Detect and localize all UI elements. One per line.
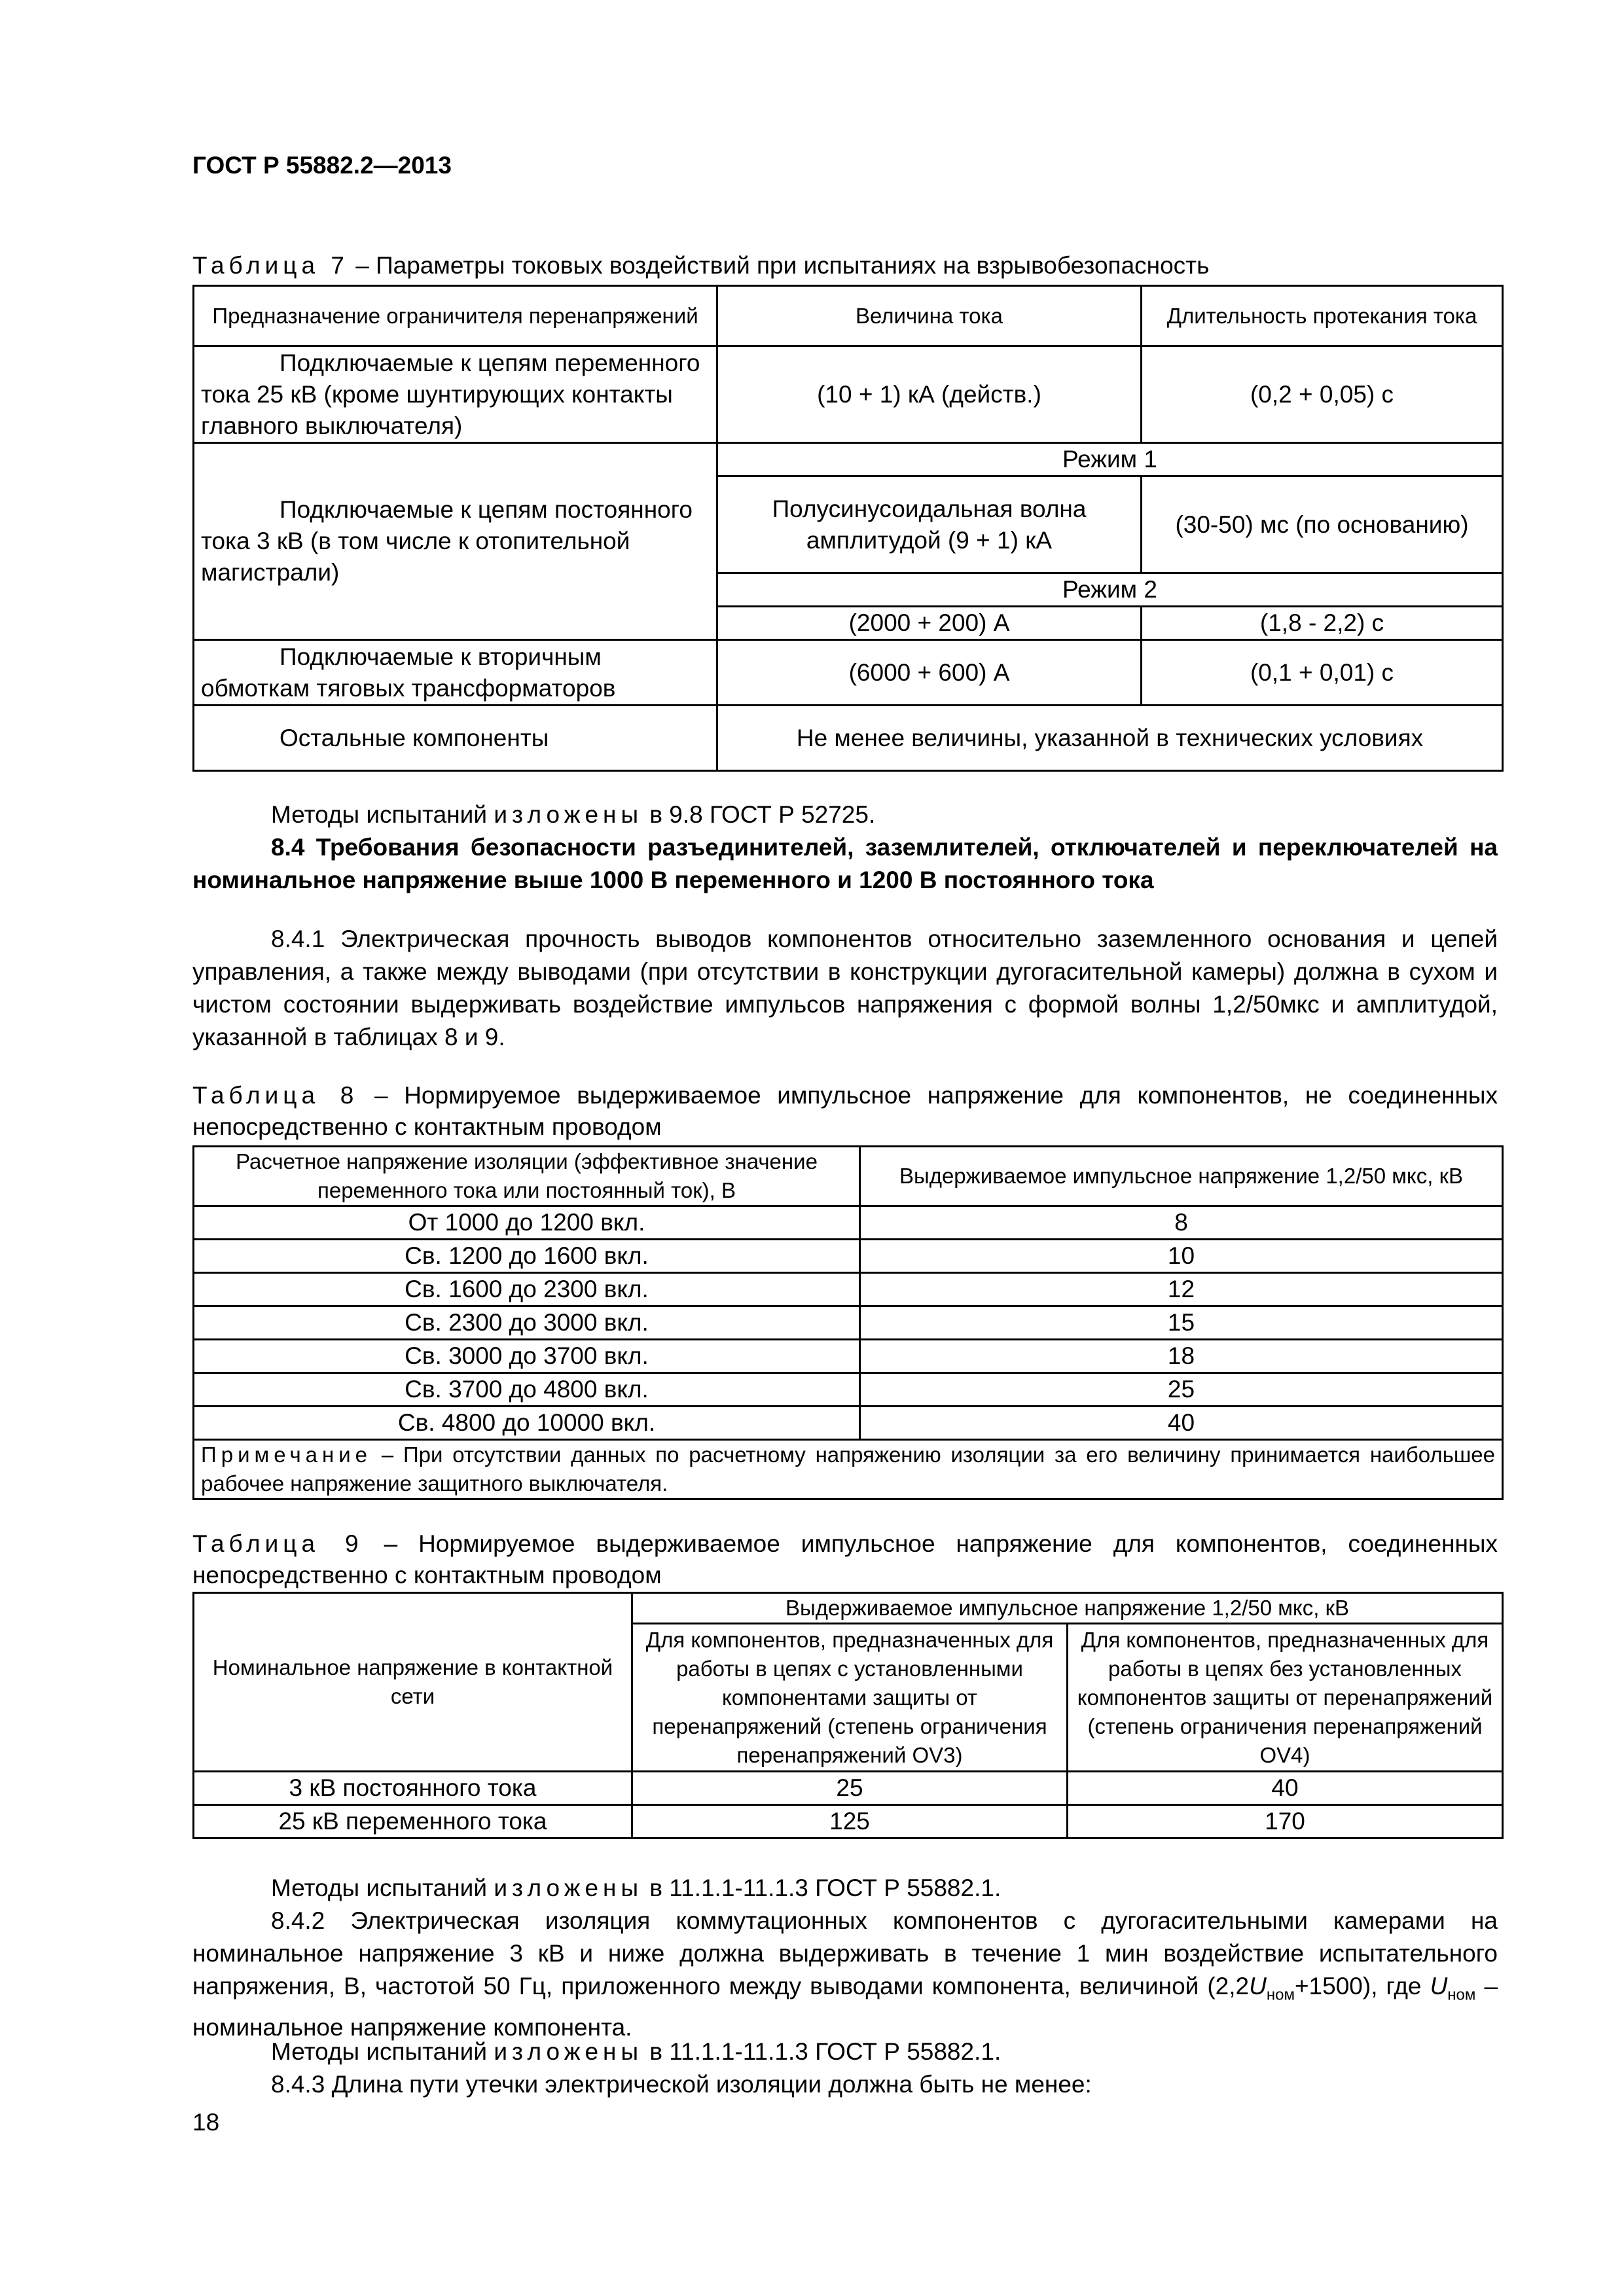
u-subscript-2: ном xyxy=(1447,1986,1476,2004)
page-number: 18 xyxy=(192,2109,220,2136)
table8-note xyxy=(194,1440,1503,1499)
table7-r1-c1: Подключаемые к цепям переменного тока 25 кВ (кроме шунтирующих контакты главного выключателя) xyxy=(194,346,717,443)
methods1-b: изложены xyxy=(494,801,643,828)
table8-row-3-c1: Св. 1600 до 2300 вкл. xyxy=(194,1273,860,1306)
table7-mode2: Режим 2 xyxy=(717,573,1503,607)
table9-col1-header: Номинальное напряжение в контактной сети xyxy=(194,1593,632,1772)
table9-caption-label: Таблица 9 xyxy=(192,1530,363,1557)
table8-row-3-c2: 12 xyxy=(860,1273,1503,1306)
methods2-a: Методы испытаний xyxy=(271,1874,488,1901)
table8-row-4-c2: 15 xyxy=(860,1306,1503,1340)
para-842-c: – номинальное напряжение компонента. xyxy=(192,1973,1498,2041)
table7-r2-m2-c2: (2000 + 200) А xyxy=(717,607,1142,640)
table7-r2-m2-c3: (1,8 - 2,2) с xyxy=(1142,607,1503,640)
table7-r3-c2: (6000 + 600) А xyxy=(717,640,1142,706)
table8-row-7-c2: 40 xyxy=(860,1407,1503,1440)
table7-r1-c3: (0,2 + 0,05) с xyxy=(1142,346,1503,443)
methods1-c: в 9.8 ГОСТ Р 52725. xyxy=(649,801,876,828)
table7-col1-header: Предназначение ограничителя перенапряжений xyxy=(194,286,717,346)
table9-caption-text: – Нормируемое выдерживаемое импульсное напряжение для компонентов, соединенных непосредственно с контактным проводом xyxy=(192,1530,1498,1588)
table7-r1-c2: (10 + 1) кА (действ.) xyxy=(717,346,1142,443)
table7 xyxy=(192,285,1504,772)
table7-r2-c1: Подключаемые к цепям постоянного тока 3 кВ (в том числе к отопительной магистрали) xyxy=(194,443,717,640)
table7-caption-text: – Параметры токовых воздействий при испытаниях на взрывобезопасность xyxy=(355,252,1210,279)
para-842-a: 8.4.2 Электрическая изоляция коммутационных компонентов с дугогасительными камерами на номинальное напряжение 3 кВ и ниже должна выдерживать в течение 1 мин воздействие испытательного напряжения, В, частотой 50 Гц, приложенного между выводами компонента, величиной (2,2 xyxy=(192,1907,1498,2000)
table7-r2-m1-c3: (30-50) мс (по основанию) xyxy=(1142,476,1503,573)
methods3-a: Методы испытаний xyxy=(271,2038,488,2065)
table7-mode1: Режим 1 xyxy=(717,443,1503,476)
table7-r4-c1: Остальные компоненты xyxy=(194,706,717,771)
table7-col3-header: Длительность протекания тока xyxy=(1142,286,1503,346)
table7-r4-c23: Не менее величины, указанной в технических условиях xyxy=(717,706,1503,771)
methods2-b: изложены xyxy=(494,1874,643,1901)
table7-r2-m1-c2: Полусинусоидальная волна амплитудой (9 + 1) кА xyxy=(717,476,1142,573)
paragraph-8-4-3: 8.4.3 Длина пути утечки электрической изоляции должна быть не менее: xyxy=(271,2071,1092,2098)
table8-row-6-c1: Св. 3700 до 4800 вкл. xyxy=(194,1373,860,1407)
table8-row-7-c1: Св. 4800 до 10000 вкл. xyxy=(194,1407,860,1440)
paragraph-8-4-1: 8.4.1 Электрическая прочность выводов компонентов относительно заземленного основания и цепей управления, а также между выводами (при отсутствии в конструкции дугогасительной камеры) должна в сухом и чистом состоянии выдерживать воздействие импульсов напряжения с формой волны 1,2/50мкс и амплитудой, указанной в таблицах 8 и 9. xyxy=(192,925,1498,1050)
table8-row-5-c1: Св. 3000 до 3700 вкл. xyxy=(194,1340,860,1373)
methods3-b: изложены xyxy=(494,2038,643,2065)
table8-row-2-c1: Св. 1200 до 1600 вкл. xyxy=(194,1240,860,1273)
table9 xyxy=(192,1592,1504,1839)
methods1-a: Методы испытаний xyxy=(271,801,488,828)
table8-col2-header: Выдерживаемое импульсное напряжение 1,2/50 мкс, кВ xyxy=(860,1147,1503,1206)
table9-row-2-c3: 170 xyxy=(1068,1805,1503,1839)
methods2-c: в 11.1.1-11.1.3 ГОСТ Р 55882.1. xyxy=(649,1874,1001,1901)
u-subscript-1: ном xyxy=(1266,1986,1295,2004)
table8-caption-text: – Нормируемое выдерживаемое импульсное напряжение для компонентов, не соединенных непосредственно с контактным проводом xyxy=(192,1082,1498,1140)
table7-r3-c1: Подключаемые к вторичным обмоткам тяговых трансформаторов xyxy=(194,640,717,706)
table9-caption xyxy=(192,1528,1498,1591)
table9-row-2-c2: 125 xyxy=(632,1805,1068,1839)
u-symbol-1: U xyxy=(1249,1973,1267,2000)
table9-row-1-c2: 25 xyxy=(632,1772,1068,1805)
section-8-4-heading: 8.4 Требования безопасности разъединителей, заземлителей, отключателей и переключателей на номинальное напряжение выше 1000 В переменного и 1200 В постоянного тока xyxy=(192,834,1498,893)
table8-row-4-c1: Св. 2300 до 3000 вкл. xyxy=(194,1306,860,1340)
table8-row-1-c2: 8 xyxy=(860,1206,1503,1240)
table8 xyxy=(192,1145,1504,1500)
table8-col1-header: Расчетное напряжение изоляции (эффективное значение переменного тока или постоянный ток), В xyxy=(194,1147,860,1206)
methods-paragraph-1 xyxy=(192,798,1498,831)
table8-row-6-c2: 25 xyxy=(860,1373,1503,1407)
table9-sub1-header: Для компонентов, предназначенных для работы в цепях с установленными компонентами защиты от перенапряжений (степень ограничения перенапряжений OV3) xyxy=(632,1624,1068,1772)
table8-row-2-c2: 10 xyxy=(860,1240,1503,1273)
table7-caption xyxy=(192,250,1498,281)
u-symbol-2: U xyxy=(1430,1973,1448,2000)
table8-caption-label: Таблица 8 xyxy=(192,1082,359,1109)
table9-row-2-c1: 25 кВ переменного тока xyxy=(194,1805,632,1839)
methods-paragraph-2 xyxy=(192,1872,1498,1905)
table8-note-label: Примечание xyxy=(201,1443,372,1467)
table8-caption xyxy=(192,1080,1498,1143)
table7-r3-c3: (0,1 + 0,01) с xyxy=(1142,640,1503,706)
paragraph-8-4-2 xyxy=(192,1905,1498,2044)
table9-sub2-header: Для компонентов, предназначенных для работы в цепях без установленных компонентов защиты от перенапряжений (степень ограничения перенапряжений OV4) xyxy=(1068,1624,1503,1772)
table9-group-header: Выдерживаемое импульсное напряжение 1,2/50 мкс, кВ xyxy=(632,1593,1503,1624)
table8-row-5-c2: 18 xyxy=(860,1340,1503,1373)
table9-row-1-c1: 3 кВ постоянного тока xyxy=(194,1772,632,1805)
table8-row-1-c1: От 1000 до 1200 вкл. xyxy=(194,1206,860,1240)
table7-caption-label: Таблица 7 xyxy=(192,252,349,279)
para-842-b: +1500), где xyxy=(1294,1973,1422,2000)
table8-note-text: – При отсутствии данных по расчетному напряжению изоляции за его величину принимается наибольшее рабочее напряжение защитного выключателя. xyxy=(201,1443,1495,1496)
table7-col2-header: Величина тока xyxy=(717,286,1142,346)
table9-row-1-c3: 40 xyxy=(1068,1772,1503,1805)
methods-paragraph-3 xyxy=(192,2036,1498,2068)
methods3-c: в 11.1.1-11.1.3 ГОСТ Р 55882.1. xyxy=(649,2038,1001,2065)
document-header: ГОСТ Р 55882.2—2013 xyxy=(192,152,452,179)
